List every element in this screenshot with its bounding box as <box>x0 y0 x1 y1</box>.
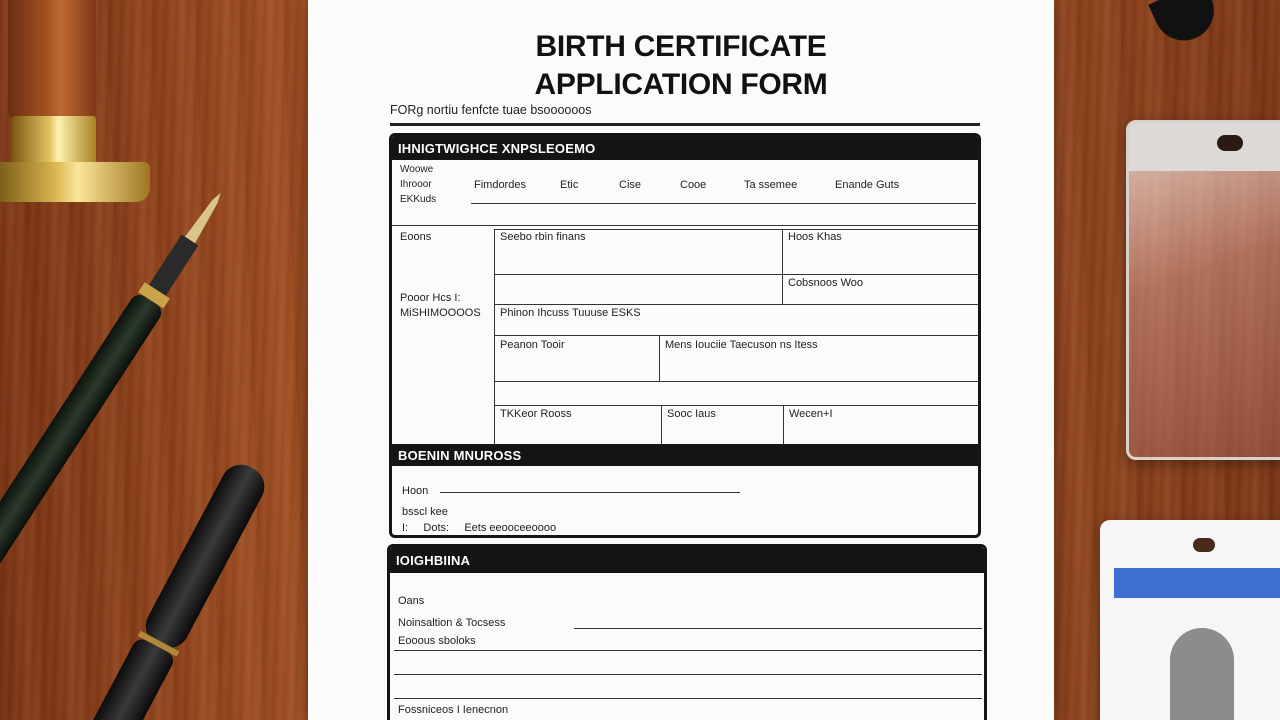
form-title <box>308 28 1054 104</box>
row1-column-label: Fimdordes <box>474 179 526 191</box>
grid-line <box>494 229 978 230</box>
row1-label-line1: Woowe <box>400 164 434 175</box>
section-parent-details-header: IOIGHBIINA <box>390 547 984 573</box>
parent-input-line[interactable] <box>394 650 982 651</box>
cell-label: Phinon Ihcuss Tuuuse ESKS <box>500 307 641 319</box>
badge-holder-top <box>1129 123 1280 171</box>
parent-label: Fossniceos I Ienecnon <box>398 704 509 716</box>
row1-column-label: Etic <box>560 179 579 191</box>
grid-line <box>494 405 978 406</box>
cell-label: Wecen+I <box>789 408 833 420</box>
address-label: I: Dots: Eets eeooceeoooo <box>402 522 557 534</box>
row1-bottom-rule <box>392 225 981 226</box>
pen-cap <box>139 458 272 655</box>
grid-line <box>494 304 978 305</box>
row1-label-line3: EKKuds <box>400 194 437 205</box>
address-label: Hoon <box>402 485 429 497</box>
grid-line <box>494 381 978 382</box>
pen-grip <box>149 235 198 296</box>
pen-body <box>72 636 177 720</box>
address-label: bsscl kee <box>402 506 448 518</box>
cell-label: Seebo rbin finans <box>500 231 586 243</box>
form-title-line2: APPLICATION FORM <box>534 68 828 101</box>
binder-clip <box>1148 0 1224 50</box>
left-label-top: Eoons <box>400 231 432 243</box>
row1-column-label: Ta ssemee <box>744 179 798 191</box>
section-child-details-header: IHNIGTWIGHCE XNPSLEOEMO <box>392 136 978 160</box>
parent-label: Oans <box>398 595 425 607</box>
application-form-paper <box>308 0 1054 720</box>
cell-label: Mens Iouciie Taecuson ns Itess <box>665 339 818 351</box>
parent-label: Eooous sboloks <box>398 635 476 647</box>
row1-column-label: Cise <box>619 179 642 191</box>
grid-line <box>661 405 662 447</box>
grid-left-divider <box>494 229 495 447</box>
form-subtitle: FORg nortiu fenfcte tuae bsoooooos <box>390 103 592 117</box>
cell-label: Sooc Iaus <box>667 408 716 420</box>
section-child-details <box>389 133 981 538</box>
parent-label: Noinsaltion & Tocsess <box>398 617 506 629</box>
badge-holder <box>1126 120 1280 460</box>
pens <box>0 0 300 720</box>
address-input-line[interactable] <box>440 492 740 493</box>
grid-line <box>494 274 782 275</box>
id-card <box>1100 520 1280 720</box>
cell-label: Hoos Khas <box>788 231 842 243</box>
row1-input-line[interactable] <box>471 203 976 204</box>
row1-label-line2: Ihrooor <box>400 179 432 190</box>
title-rule <box>390 123 980 126</box>
cell-label: Peanon Tooir <box>500 339 565 351</box>
pen-barrel <box>0 291 165 662</box>
badge-slot <box>1217 135 1243 151</box>
row1-column-label: Cooe <box>680 179 707 191</box>
cell-label: Cobsnoos Woo <box>788 277 864 289</box>
grid-line <box>782 274 978 275</box>
grid-line <box>783 405 784 447</box>
grid-line <box>659 335 660 381</box>
row1-column-label: Enande Guts <box>835 179 900 191</box>
section-parent-details <box>387 544 987 720</box>
id-card-photo-silhouette <box>1170 628 1234 720</box>
left-label-mid-line2: MiSHIMOOOOS <box>400 307 481 319</box>
parent-input-line[interactable] <box>394 674 982 675</box>
id-card-stripe <box>1114 568 1280 598</box>
parent-input-line[interactable] <box>574 628 982 629</box>
left-label-mid-line1: Pooor Hcs I: <box>400 292 461 304</box>
black-pen <box>72 458 271 720</box>
grid-line <box>782 229 783 304</box>
pen-nib <box>185 190 226 244</box>
grid-line <box>494 335 978 336</box>
form-title-line1: BIRTH CERTIFICATE <box>535 30 827 63</box>
cell-label: TKKeor Rooss <box>500 408 572 420</box>
parent-input-line[interactable] <box>394 698 982 699</box>
grid-right-edge <box>978 229 979 447</box>
id-card-slot <box>1193 538 1215 552</box>
section-address-header: BOENIN MNUROSS <box>392 444 978 466</box>
